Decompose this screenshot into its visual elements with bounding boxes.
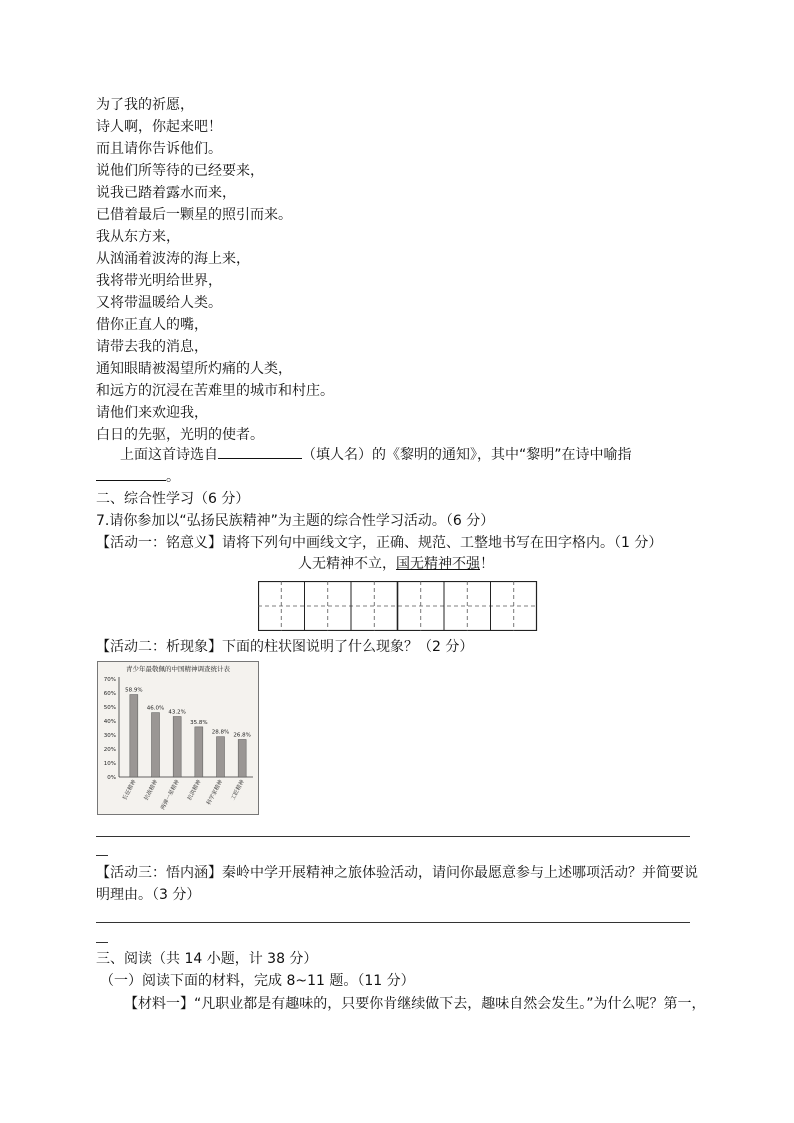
section3-sub1: （一）阅读下面的材料，完成 8~11 题。（11 分） — [100, 973, 415, 989]
y-tick-label: 40% — [103, 719, 116, 725]
activity1 — [96, 532, 662, 554]
poem-line: 说我已踏着露水而来， — [96, 185, 236, 201]
y-tick-label: 50% — [103, 705, 116, 711]
poem-line: 请带去我的消息， — [96, 339, 208, 355]
bar — [173, 717, 181, 777]
x-category-label: 科学家精神 — [206, 779, 225, 807]
bar-value-label: 26.8% — [233, 732, 251, 739]
poem-line: 请他们来欢迎我， — [96, 405, 208, 421]
material1-label: 【材料一】 — [124, 996, 194, 1012]
y-tick-label: 20% — [103, 747, 116, 753]
bar — [195, 727, 203, 777]
activity3-label: 【活动三：悟内涵】 — [96, 865, 222, 881]
bar — [130, 695, 138, 777]
bar-value-label: 46.0% — [146, 705, 165, 712]
material1-text: “凡职业都是有趣味的，只要你肯继续做下去，趣味自然会发生。”为什么呢？第一， — [194, 996, 706, 1012]
q6-blank-meaning[interactable] — [96, 466, 166, 481]
poem-line: 借你正直人的嘴， — [96, 317, 208, 333]
activity1-text: 请将下列句中画线文字，正确、规范、工整地书写在田字格内。（1 分） — [222, 535, 663, 551]
y-tick-label: 0% — [107, 775, 116, 781]
bar-chart — [97, 661, 259, 815]
y-tick-label: 10% — [103, 761, 116, 767]
bar-value-label: 43.2% — [168, 709, 186, 716]
section3-title: 三、阅读（共 14 小题，计 38 分） — [96, 951, 318, 967]
motto-end: ！ — [480, 556, 494, 572]
x-category-label: 工匠精神 — [230, 779, 246, 802]
activity3-line-1 — [96, 862, 698, 884]
activity2-text: 下面的柱状图说明了什么现象？（2 分） — [222, 639, 474, 655]
motto-underlined: 国无精神不强 — [396, 556, 480, 572]
poem-line: 通知眼睛被渴望所灼痛的人类， — [96, 361, 292, 377]
chart-title: 青少年最敬佩的中国精神调查统计表 — [126, 665, 230, 673]
poem-line: 白日的先驱，光明的使者。 — [96, 427, 264, 443]
poem-line: 说他们所等待的已经要来， — [96, 163, 264, 179]
bar-value-label: 35.8% — [190, 719, 208, 726]
poem-line: 又将带温暖给人类。 — [96, 295, 222, 311]
q6-line — [120, 444, 632, 466]
bar — [238, 739, 246, 777]
bar — [217, 737, 225, 777]
motto-part-1: 人无精神不立， — [298, 556, 396, 572]
y-tick-label: 70% — [103, 677, 116, 683]
activity1-label: 【活动一：铭意义】 — [96, 535, 222, 551]
poem-line: 我从东方来， — [96, 229, 180, 245]
motto-sentence — [298, 553, 494, 575]
answer-line-activity3[interactable] — [96, 922, 690, 923]
section2-title: 二、综合性学习（6 分） — [96, 491, 250, 507]
x-category-label: 抗战精神 — [143, 779, 160, 802]
tianzige-grid[interactable] — [258, 581, 538, 631]
q6-text-1: 上面这首诗选自 — [120, 447, 218, 463]
bar — [152, 713, 160, 777]
y-tick-label: 60% — [103, 691, 116, 697]
x-category-label: 两弹一星精神 — [160, 779, 181, 812]
answer-line-activity2[interactable] — [96, 836, 690, 837]
bar-value-label: 28.8% — [211, 729, 230, 736]
q6-line-2 — [96, 466, 180, 488]
answer-line-activity3-end[interactable] — [96, 942, 108, 943]
activity3-line-2: 明理由。（3 分） — [96, 887, 201, 903]
poem-line: 而且请你告诉他们。 — [96, 141, 222, 157]
y-tick-label: 30% — [103, 733, 116, 739]
poem-line: 已借着最后一颗星的照引而来。 — [96, 207, 292, 223]
q7-prompt: 7.请你参加以“弘扬民族精神”为主题的综合性学习活动。（6 分） — [96, 513, 495, 529]
x-category-label: 抗洪精神 — [186, 779, 203, 802]
q6-end: 。 — [166, 469, 180, 485]
poem-line: 为了我的祈愿， — [96, 97, 194, 113]
activity3-text-1: 秦岭中学开展精神之旅体验活动，请问你最愿意参与上述哪项活动？并简要说 — [222, 865, 698, 881]
activity2 — [96, 636, 473, 658]
poem-line: 和远方的沉浸在苦难里的城市和村庄。 — [96, 383, 334, 399]
bar-value-label: 58.9% — [125, 687, 143, 694]
poem-line: 从汹涌着波涛的海上来， — [96, 251, 250, 267]
answer-line-activity2-end[interactable] — [96, 855, 108, 856]
poem-line: 我将带光明给世界， — [96, 273, 222, 289]
activity2-label: 【活动二：析现象】 — [96, 639, 222, 655]
q6-blank-name[interactable] — [218, 444, 302, 459]
poem-line: 诗人啊，你起来吧！ — [96, 119, 222, 135]
x-category-label: 长征精神 — [121, 779, 138, 802]
q6-text-2: （填人名）的《黎明的通知》，其中“黎明”在诗中喻指 — [302, 447, 632, 463]
material1 — [124, 993, 706, 1015]
